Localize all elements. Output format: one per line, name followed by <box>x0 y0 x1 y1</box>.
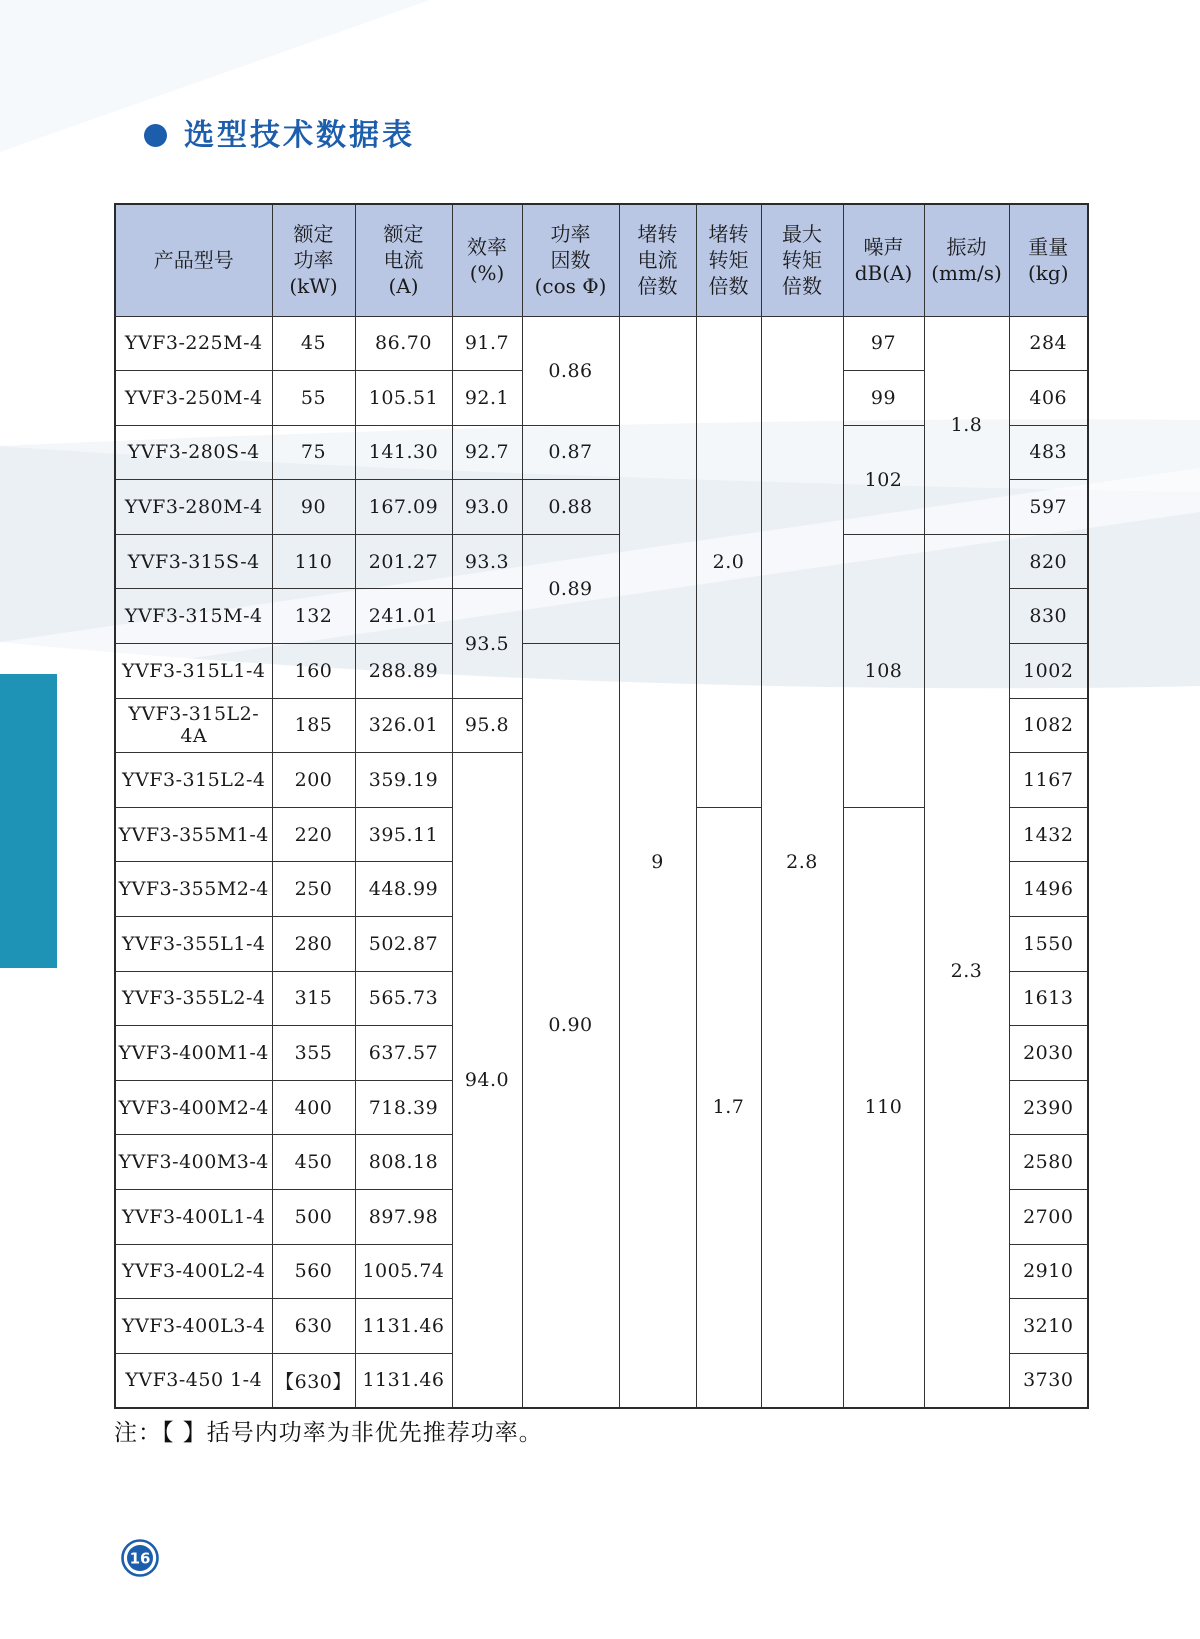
cell-weight: 2030 <box>1009 1026 1088 1081</box>
cell-locked_rotor_current_ratio: 9 <box>619 316 696 1408</box>
cell-rated_current: 808.18 <box>355 1135 452 1190</box>
col-header-noise: 噪声 dB(A) <box>843 204 924 316</box>
cell-rated_power: 75 <box>272 425 355 480</box>
cell-vibration: 1.8 <box>924 316 1009 534</box>
cell-model: YVF3-400L1-4 <box>115 1190 272 1245</box>
cell-rated_power: 220 <box>272 807 355 862</box>
col-header-locked_rotor_torque_ratio: 堵转 转矩 倍数 <box>696 204 761 316</box>
cell-model: YVF3-315S-4 <box>115 534 272 589</box>
cell-max_torque_ratio: 2.8 <box>761 316 843 1408</box>
cell-locked_rotor_torque_ratio: 1.7 <box>696 807 761 1408</box>
col-header-efficiency: 效率 (%) <box>452 204 522 316</box>
cell-rated_current: 86.70 <box>355 316 452 371</box>
cell-weight: 597 <box>1009 480 1088 535</box>
cell-noise: 110 <box>843 807 924 1408</box>
spec-table <box>114 203 1089 1409</box>
cell-model: YVF3-250M-4 <box>115 371 272 426</box>
cell-rated_current: 105.51 <box>355 371 452 426</box>
section-title-row <box>144 119 415 151</box>
cell-rated_current: 637.57 <box>355 1026 452 1081</box>
cell-weight: 1432 <box>1009 807 1088 862</box>
cell-model: YVF3-280S-4 <box>115 425 272 480</box>
cell-weight: 2390 <box>1009 1080 1088 1135</box>
cell-model: YVF3-315M-4 <box>115 589 272 644</box>
cell-rated_current: 1005.74 <box>355 1244 452 1299</box>
footnote: 注：【 】括号内功率为非优先推荐功率。 <box>114 1420 543 1446</box>
cell-model: YVF3-355L2-4 <box>115 971 272 1026</box>
cell-efficiency: 91.7 <box>452 316 522 371</box>
cell-efficiency: 93.5 <box>452 589 522 698</box>
cell-weight: 2700 <box>1009 1190 1088 1245</box>
cell-weight: 1002 <box>1009 644 1088 699</box>
col-header-locked_rotor_current_ratio: 堵转 电流 倍数 <box>619 204 696 316</box>
cell-rated_current: 718.39 <box>355 1080 452 1135</box>
cell-rated_power: 132 <box>272 589 355 644</box>
cell-model: YVF3-355L1-4 <box>115 917 272 972</box>
cell-model: YVF3-315L1-4 <box>115 644 272 699</box>
cell-locked_rotor_torque_ratio: 2.0 <box>696 316 761 807</box>
cell-rated_power: 560 <box>272 1244 355 1299</box>
cell-rated_power: 110 <box>272 534 355 589</box>
cell-model: YVF3-400M3-4 <box>115 1135 272 1190</box>
cell-power_factor: 0.87 <box>522 425 619 480</box>
page-number: 16 <box>129 1549 151 1568</box>
cell-model: YVF3-315L2-4 <box>115 753 272 808</box>
col-header-power_factor: 功率 因数 (cos Φ) <box>522 204 619 316</box>
cell-model: YVF3-400M2-4 <box>115 1080 272 1135</box>
spec-table-body <box>115 316 1088 1408</box>
cell-weight: 1167 <box>1009 753 1088 808</box>
table-row <box>115 316 1088 371</box>
cell-weight: 1550 <box>1009 917 1088 972</box>
table-row <box>115 534 1088 589</box>
cell-weight: 1496 <box>1009 862 1088 917</box>
col-header-max_torque_ratio: 最大 转矩 倍数 <box>761 204 843 316</box>
cell-rated_current: 1131.46 <box>355 1353 452 1408</box>
cell-model: YVF3-400L3-4 <box>115 1299 272 1354</box>
spec-table-head <box>115 204 1088 316</box>
col-header-weight: 重量 (kg) <box>1009 204 1088 316</box>
cell-weight: 830 <box>1009 589 1088 644</box>
col-header-rated_power: 额定 功率 (kW) <box>272 204 355 316</box>
cell-rated_power: 450 <box>272 1135 355 1190</box>
cell-rated_power: 250 <box>272 862 355 917</box>
cell-rated_power: 500 <box>272 1190 355 1245</box>
cell-rated_power: 630 <box>272 1299 355 1354</box>
cell-weight: 2580 <box>1009 1135 1088 1190</box>
cell-power_factor: 0.89 <box>522 534 619 643</box>
cell-rated_current: 326.01 <box>355 698 452 753</box>
cell-weight: 406 <box>1009 371 1088 426</box>
cell-rated_current: 167.09 <box>355 480 452 535</box>
cell-power_factor: 0.90 <box>522 644 619 1408</box>
cell-noise: 99 <box>843 371 924 426</box>
cell-efficiency: 93.3 <box>452 534 522 589</box>
cell-rated_current: 241.01 <box>355 589 452 644</box>
cell-rated_current: 359.19 <box>355 753 452 808</box>
cell-rated_current: 448.99 <box>355 862 452 917</box>
header-row <box>115 204 1088 316</box>
cell-rated_current: 1131.46 <box>355 1299 452 1354</box>
col-header-rated_current: 额定 电流 (A) <box>355 204 452 316</box>
cell-weight: 3730 <box>1009 1353 1088 1408</box>
cell-rated_power: 400 <box>272 1080 355 1135</box>
cell-vibration: 2.3 <box>924 534 1009 1408</box>
cell-weight: 1613 <box>1009 971 1088 1026</box>
cell-model: YVF3-450 1-4 <box>115 1353 272 1408</box>
cell-rated_current: 201.27 <box>355 534 452 589</box>
cell-model: YVF3-355M1-4 <box>115 807 272 862</box>
cell-rated_power: 355 <box>272 1026 355 1081</box>
cell-efficiency: 94.0 <box>452 753 522 1408</box>
page-number-badge <box>120 1538 160 1578</box>
cell-rated_power: 55 <box>272 371 355 426</box>
cell-rated_power: 185 <box>272 698 355 753</box>
page-title: 选型技术数据表 <box>184 118 415 153</box>
cell-rated_current: 565.73 <box>355 971 452 1026</box>
cell-weight: 483 <box>1009 425 1088 480</box>
col-header-vibration: 振动 (mm/s) <box>924 204 1009 316</box>
cell-rated_power: 160 <box>272 644 355 699</box>
cell-rated_current: 502.87 <box>355 917 452 972</box>
cell-rated_power: 90 <box>272 480 355 535</box>
col-header-model: 产品型号 <box>115 204 272 316</box>
cell-weight: 3210 <box>1009 1299 1088 1354</box>
cell-weight: 820 <box>1009 534 1088 589</box>
cell-rated_power: 【630】 <box>272 1353 355 1408</box>
cell-efficiency: 92.7 <box>452 425 522 480</box>
cell-model: YVF3-315L2-4A <box>115 698 272 753</box>
cell-efficiency: 92.1 <box>452 371 522 426</box>
cell-rated_current: 395.11 <box>355 807 452 862</box>
cell-power_factor: 0.86 <box>522 316 619 425</box>
cell-power_factor: 0.88 <box>522 480 619 535</box>
sidebar-accent-bar <box>0 674 57 968</box>
cell-efficiency: 93.0 <box>452 480 522 535</box>
cell-model: YVF3-400M1-4 <box>115 1026 272 1081</box>
cell-noise: 97 <box>843 316 924 371</box>
cell-rated_current: 897.98 <box>355 1190 452 1245</box>
cell-weight: 2910 <box>1009 1244 1088 1299</box>
bullet-icon <box>144 124 167 147</box>
cell-rated_power: 280 <box>272 917 355 972</box>
cell-model: YVF3-280M-4 <box>115 480 272 535</box>
cell-model: YVF3-400L2-4 <box>115 1244 272 1299</box>
cell-rated_current: 141.30 <box>355 425 452 480</box>
cell-efficiency: 95.8 <box>452 698 522 753</box>
cell-model: YVF3-225M-4 <box>115 316 272 371</box>
cell-model: YVF3-355M2-4 <box>115 862 272 917</box>
cell-weight: 1082 <box>1009 698 1088 753</box>
cell-weight: 284 <box>1009 316 1088 371</box>
cell-rated_power: 45 <box>272 316 355 371</box>
cell-noise: 102 <box>843 425 924 534</box>
cell-rated_power: 315 <box>272 971 355 1026</box>
cell-rated_power: 200 <box>272 753 355 808</box>
cell-noise: 108 <box>843 534 924 807</box>
cell-rated_current: 288.89 <box>355 644 452 699</box>
